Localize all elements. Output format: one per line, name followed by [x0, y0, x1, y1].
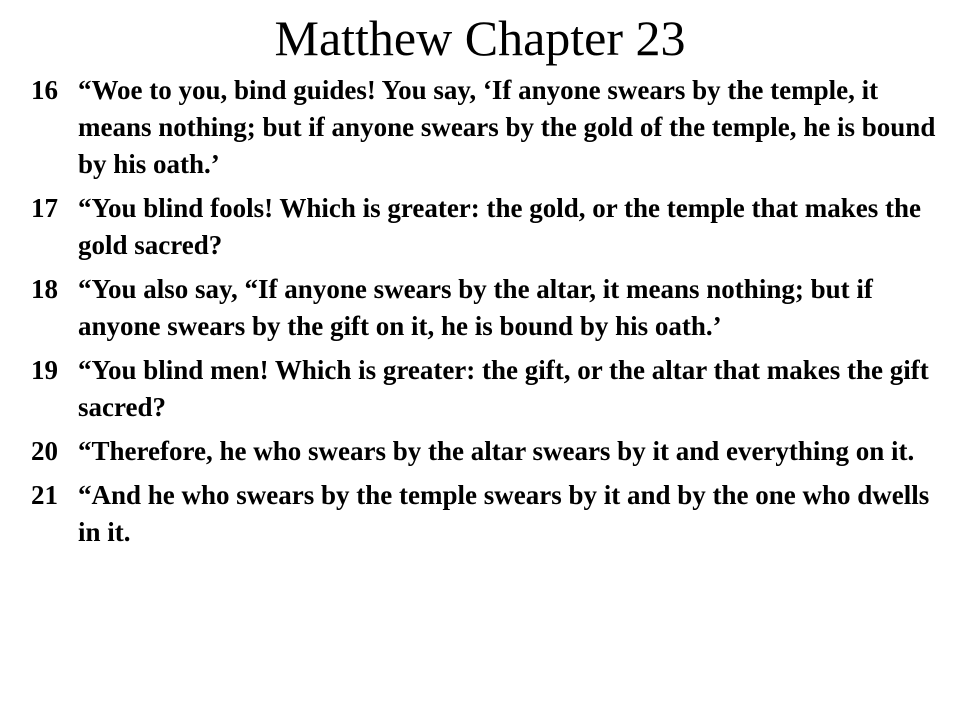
verse-number: 17 [31, 193, 58, 223]
verse-item [31, 190, 946, 264]
slide-title: Matthew Chapter 23 [274, 10, 686, 66]
verse-text: “Woe to you, bind guides! You say, ‘If anyone swears by the temple, it means nothing; but if anyone swears by the gold of the temple, he is bound by his oath.’ [78, 75, 936, 179]
verse-list [31, 72, 946, 558]
verse-item [31, 477, 946, 551]
verse-text: “And he who swears by the temple swears by it and by the one who dwells in it. [78, 480, 930, 547]
verse-item [31, 271, 946, 345]
verse-item [31, 72, 946, 183]
verse-item [31, 352, 946, 426]
verse-number: 21 [31, 480, 58, 510]
verse-item [31, 433, 946, 470]
verse-number: 20 [31, 436, 58, 466]
verse-number: 18 [31, 274, 58, 304]
verse-text: “You also say, “If anyone swears by the altar, it means nothing; but if anyone swears by the gift on it, he is bound by his oath.’ [78, 274, 873, 341]
verse-number: 16 [31, 75, 58, 105]
verse-text: “You blind men! Which is greater: the gift, or the altar that makes the gift sacred? [78, 355, 929, 422]
verse-number: 19 [31, 355, 58, 385]
verse-text: “You blind fools! Which is greater: the gold, or the temple that makes the gold sacred? [78, 193, 921, 260]
verse-text: “Therefore, he who swears by the altar swears by it and everything on it. [78, 436, 915, 466]
